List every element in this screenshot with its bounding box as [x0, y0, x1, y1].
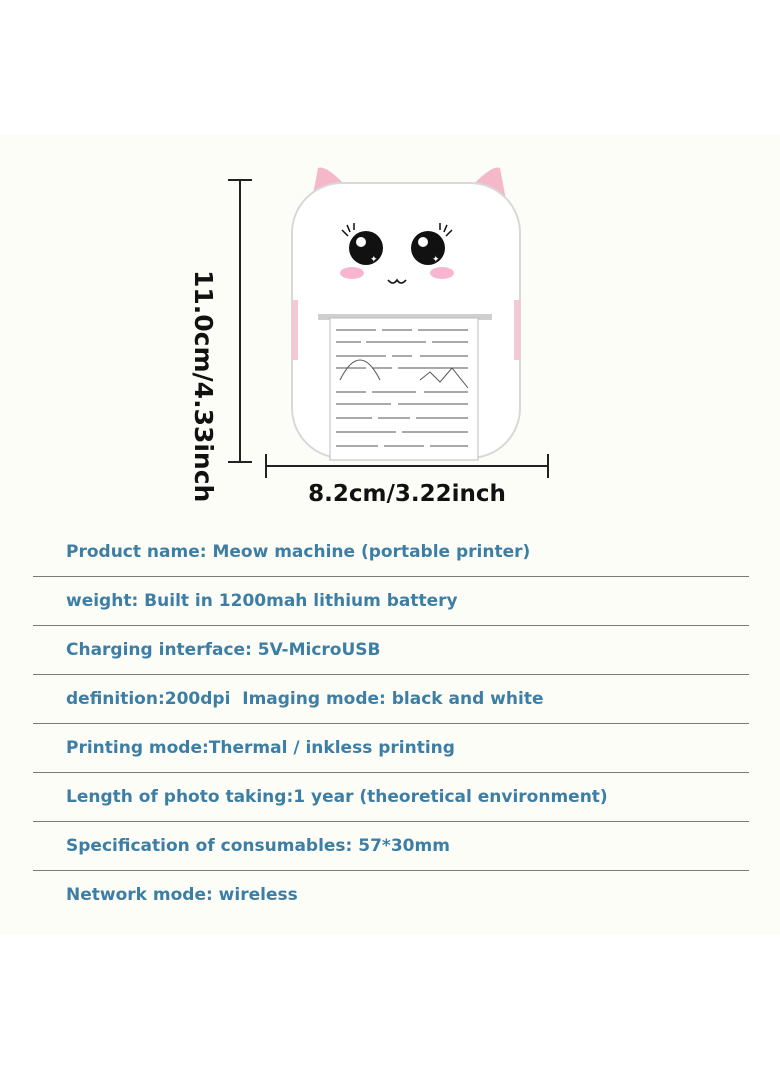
spec-printing-mode: Printing mode:Thermal / inkless printing — [33, 724, 749, 773]
spec-product-name: Product name: Meow machine (portable printer) — [33, 528, 749, 577]
spec-list — [33, 528, 749, 920]
svg-text:✦: ✦ — [432, 255, 440, 265]
spec-definition: definition:200dpi Imaging mode: black and white — [33, 675, 749, 724]
printed-paper — [330, 318, 478, 460]
spec-weight: weight: Built in 1200mah lithium battery — [33, 577, 749, 626]
spec-charging-interface: Charging interface: 5V-MicroUSB — [33, 626, 749, 675]
width-dimension-label: 8.2cm/3.22inch — [308, 481, 506, 507]
height-dimension-label: 11.0cm/4.33inch — [189, 270, 218, 503]
height-dimension-line — [228, 180, 252, 462]
spec-photo-length: Length of photo taking:1 year (theoretical environment) — [33, 773, 749, 822]
svg-text:✦: ✦ — [370, 255, 378, 265]
cat-printer-illustration — [180, 160, 580, 520]
spec-consumables: Specification of consumables: 57*30mm — [33, 822, 749, 871]
spec-network-mode: Network mode: wireless — [66, 885, 298, 905]
